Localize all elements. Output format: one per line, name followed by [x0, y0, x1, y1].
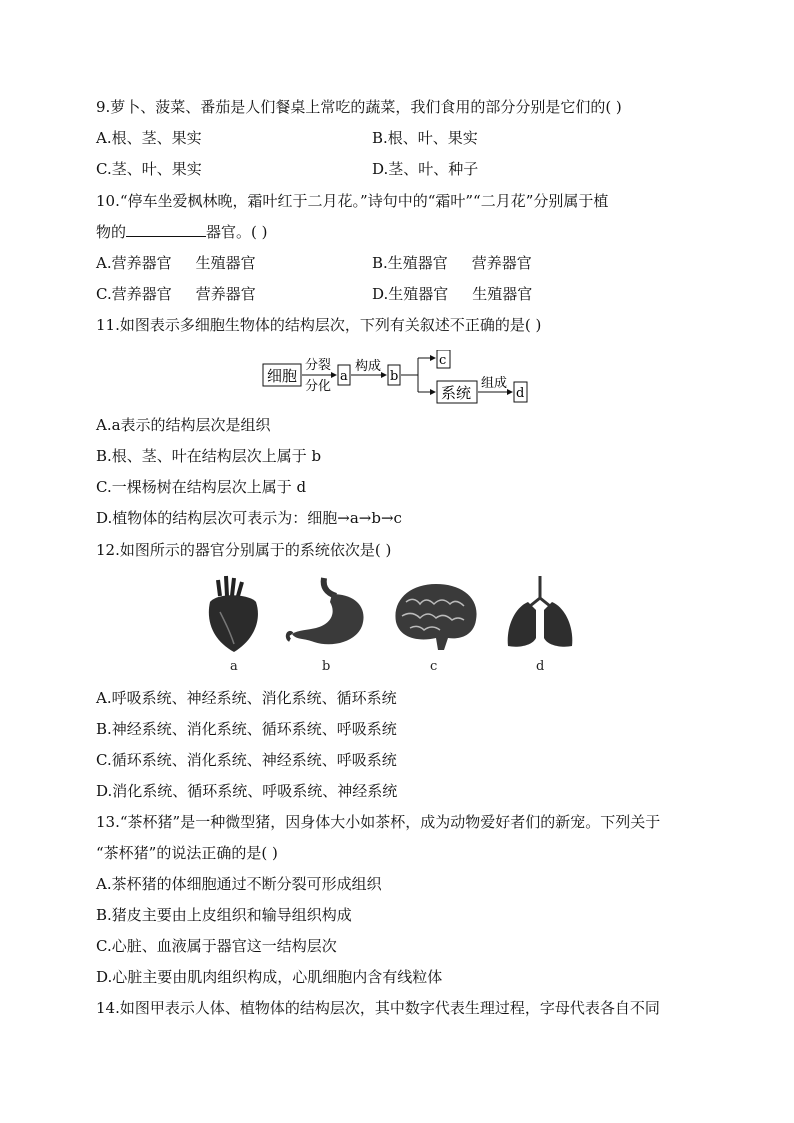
- q11-option-a: A.a表示的结构层次是组织: [96, 416, 271, 434]
- q10-stem-suffix: 器官。( ): [206, 223, 268, 241]
- b-label: b: [390, 369, 399, 384]
- q10-stem-prefix: 物的: [96, 223, 127, 241]
- organ-label-d: d: [536, 659, 545, 674]
- answer-blank: [126, 222, 206, 237]
- q9-option-b: B.根、叶、果实: [372, 129, 478, 147]
- heart-image: [209, 576, 258, 652]
- q13-stem-line2: “茶杯猪”的说法正确的是( ): [96, 844, 278, 862]
- q10-option-c: [96, 284, 256, 304]
- q10-option-a: [96, 253, 256, 273]
- q10-stem-line2: [96, 222, 268, 242]
- q12-option-d: D.消化系统、循环系统、呼吸系统、神经系统: [96, 782, 398, 800]
- stomach-image: [288, 578, 364, 644]
- q10-b-part1: B.生殖器官: [372, 254, 448, 272]
- q10-option-b: [372, 253, 532, 273]
- q12-option-b: B.神经系统、消化系统、循环系统、呼吸系统: [96, 720, 397, 738]
- structure-level-diagram: [262, 350, 542, 406]
- q13-stem-line1: 13.“茶杯猪”是一种微型猪，因身体大小如茶杯，成为动物爱好者们的新宠。下列关于: [96, 813, 661, 831]
- q14-stem-line1: 14.如图甲表示人体、植物体的结构层次，其中数字代表生理过程，字母代表各自不同: [96, 999, 660, 1017]
- organ-label-a: a: [230, 659, 238, 674]
- q10-a-part1: A.营养器官: [96, 254, 172, 272]
- a-label: a: [340, 369, 348, 384]
- q9-option-c: C.茎、叶、果实: [96, 160, 202, 178]
- organ-label-c: c: [430, 659, 438, 674]
- q12-stem: 12.如图所示的器官分别属于的系统依次是( ): [96, 541, 392, 559]
- q10-a-part2: 生殖器官: [195, 254, 256, 272]
- q11-option-d: D.植物体的结构层次可表示为：细胞→a→b→c: [96, 509, 402, 527]
- q10-c-part1: C.营养器官: [96, 285, 172, 303]
- q11-option-c: C.一棵杨树在结构层次上属于 d: [96, 478, 307, 496]
- q9-option-d: D.茎、叶、种子: [372, 160, 479, 178]
- organ-figure: [196, 572, 576, 674]
- q10-c-part2: 营养器官: [195, 285, 256, 303]
- q13-option-a: A.茶杯猪的体细胞通过不断分裂可形成组织: [96, 875, 382, 893]
- form-label: 构成: [355, 359, 382, 374]
- split-label: 分裂: [305, 358, 332, 373]
- compose-label: 组成: [481, 376, 508, 391]
- q13-option-c: C.心脏、血液属于器官这一结构层次: [96, 937, 337, 955]
- q10-option-d: [372, 284, 532, 304]
- system-label: 系统: [441, 384, 472, 402]
- q12-option-c: C.循环系统、消化系统、神经系统、呼吸系统: [96, 751, 397, 769]
- brain-image: [395, 584, 476, 650]
- q10-d-part2: 生殖器官: [472, 285, 533, 303]
- diff-label: 分化: [305, 379, 332, 394]
- d-label: d: [516, 386, 525, 401]
- lungs-image: [508, 576, 573, 647]
- q11-stem: 11.如图表示多细胞生物体的结构层次，下列有关叙述不正确的是( ): [96, 316, 542, 334]
- organ-label-b: b: [322, 659, 331, 674]
- q10-b-part2: 营养器官: [471, 254, 532, 272]
- q11-option-b: B.根、茎、叶在结构层次上属于 b: [96, 447, 322, 465]
- q9-option-a: A.根、茎、果实: [96, 129, 202, 147]
- q13-option-d: D.心脏主要由肌肉组织构成，心肌细胞内含有线粒体: [96, 968, 443, 986]
- q13-option-b: B.猪皮主要由上皮组织和输导组织构成: [96, 906, 352, 924]
- c-label: c: [439, 353, 447, 368]
- q10-d-part1: D.生殖器官: [372, 285, 449, 303]
- q10-stem-line1: 10.“停车坐爱枫林晚，霜叶红于二月花。”诗句中的“霜叶”“二月花”分别属于植: [96, 192, 609, 210]
- q9-stem: 9.萝卜、菠菜、番茄是人们餐桌上常吃的蔬菜，我们食用的部分分别是它们的( ): [96, 98, 622, 116]
- cell-label: 细胞: [267, 367, 298, 385]
- q12-option-a: A.呼吸系统、神经系统、消化系统、循环系统: [96, 689, 397, 707]
